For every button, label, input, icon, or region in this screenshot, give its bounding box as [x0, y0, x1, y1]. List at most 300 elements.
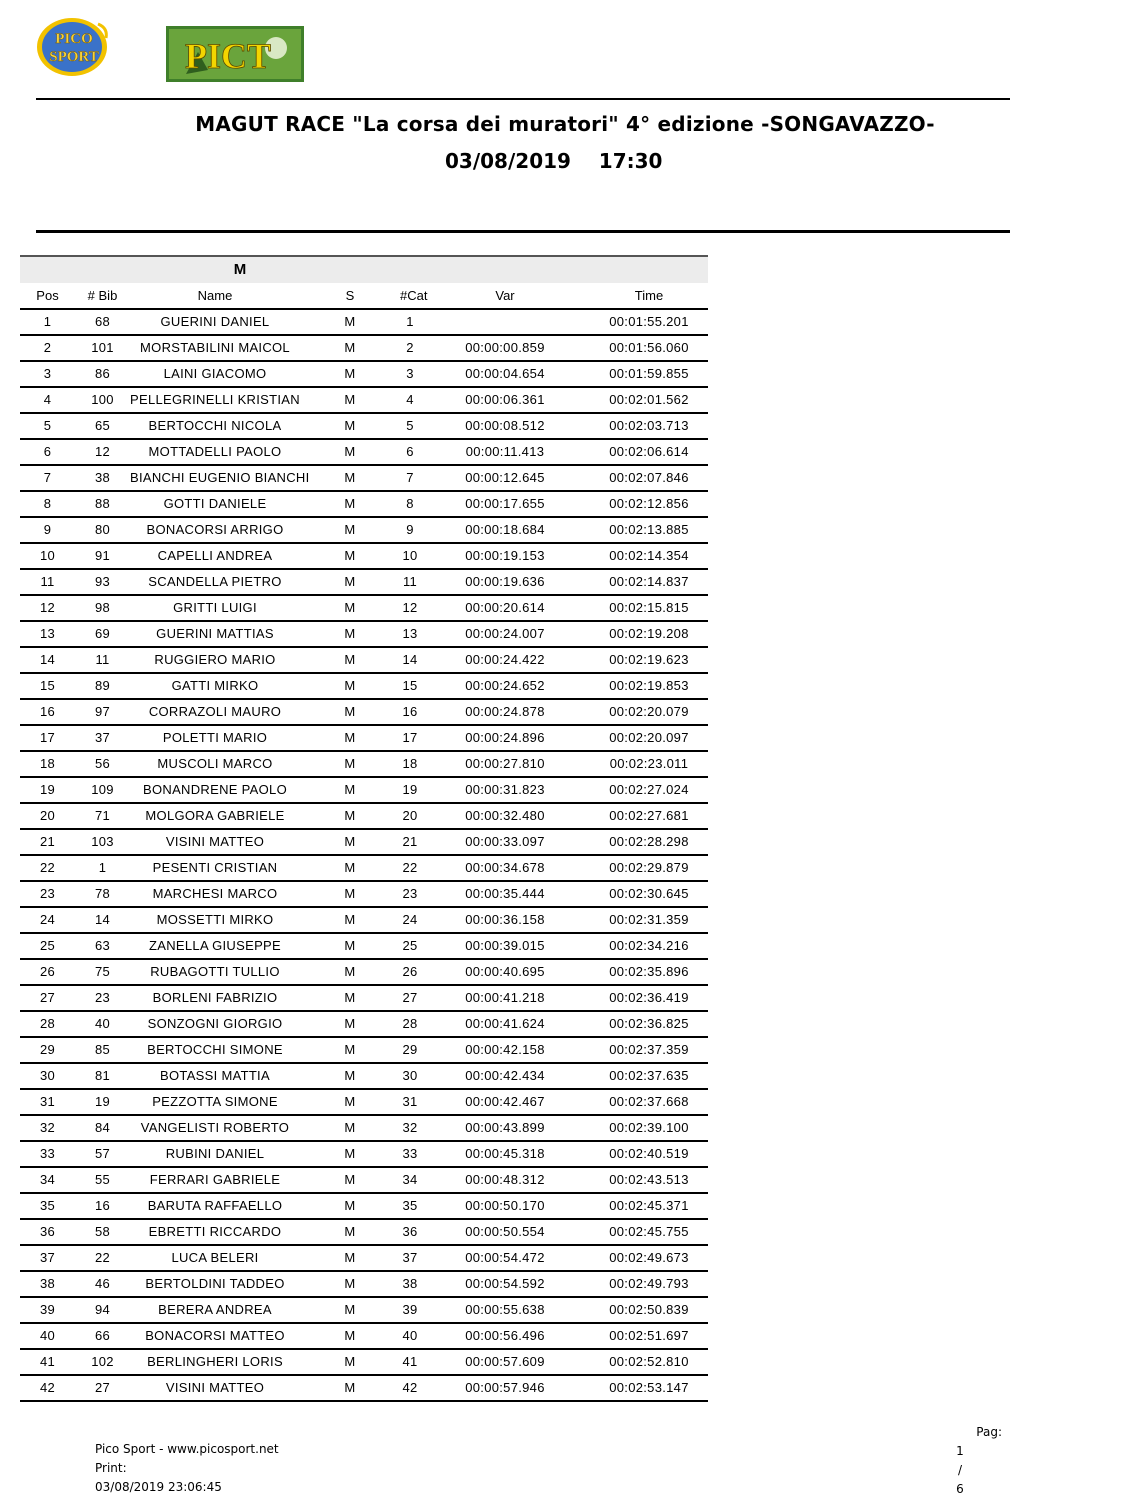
cell-pos: 4: [43, 392, 52, 407]
cell-time: 00:02:36.825: [609, 1016, 689, 1031]
cell-var: 00:00:24.878: [465, 704, 545, 719]
cell-cat: 17: [402, 730, 418, 745]
cell-name: BONACORSI MATTEO: [145, 1328, 285, 1343]
cell-name: GATTI MIRKO: [171, 678, 259, 693]
cell-bib: 93: [94, 574, 111, 589]
cell-pos: 10: [39, 548, 56, 563]
cell-bib: 23: [94, 990, 111, 1005]
cell-time: 00:02:28.298: [609, 834, 689, 849]
cell-pos: 23: [39, 886, 56, 901]
cell-var: 00:00:27.810: [465, 756, 545, 771]
cell-cat: 1: [406, 314, 414, 329]
cell-var: 00:00:36.158: [465, 912, 545, 927]
cell-cat: 20: [402, 808, 418, 823]
cell-var: 00:00:45.318: [465, 1146, 545, 1161]
cell-bib: 91: [94, 548, 111, 563]
table-row: [20, 440, 708, 466]
cell-time: 00:02:06.614: [609, 444, 689, 459]
cell-pos: 42: [39, 1380, 56, 1395]
table-row: [20, 414, 708, 440]
cell-name: VISINI MATTEO: [165, 834, 265, 849]
table-row: [20, 752, 708, 778]
cell-cat: 41: [402, 1354, 418, 1369]
cell-var: 00:00:43.899: [465, 1120, 545, 1135]
cell-bib: 22: [94, 1250, 111, 1265]
cell-var: 00:00:54.592: [465, 1276, 545, 1291]
cell-pos: 9: [43, 522, 52, 537]
cell-sex: M: [344, 1354, 356, 1369]
cell-cat: 34: [402, 1172, 418, 1187]
cell-pos: 32: [39, 1120, 56, 1135]
cell-cat: 38: [402, 1276, 418, 1291]
cell-var: 00:00:42.158: [465, 1042, 545, 1057]
table-row: [20, 1220, 708, 1246]
table-row: [20, 804, 708, 830]
cell-name: CORRAZOLI MAURO: [148, 704, 282, 719]
cell-sex: M: [344, 678, 356, 693]
cell-name: MORSTABILINI MAICOL: [140, 340, 290, 355]
cell-pos: 31: [39, 1094, 56, 1109]
cell-pos: 38: [39, 1276, 56, 1291]
table-row: [20, 492, 708, 518]
cell-cat: 16: [402, 704, 418, 719]
cell-sex: M: [344, 1068, 356, 1083]
col-header-name: Name: [197, 288, 233, 303]
cell-bib: 14: [94, 912, 111, 927]
table-row: [20, 986, 708, 1012]
cell-sex: M: [344, 860, 356, 875]
cell-name: CAPELLI ANDREA: [157, 548, 273, 563]
cell-name: SCANDELLA PIETRO: [148, 574, 282, 589]
cell-time: 00:02:37.668: [609, 1094, 689, 1109]
cell-var: 00:00:00.859: [465, 340, 545, 355]
cell-cat: 3: [406, 366, 414, 381]
cell-var: 00:00:55.638: [465, 1302, 545, 1317]
cell-bib: 78: [94, 886, 111, 901]
col-header-cat: #Cat: [400, 288, 428, 303]
table-row: [20, 336, 708, 362]
footer-site: Pico Sport - www.picosport.net: [95, 1442, 279, 1456]
cell-cat: 27: [402, 990, 418, 1005]
cell-name: RUGGIERO MARIO: [154, 652, 276, 667]
cell-bib: 27: [94, 1380, 111, 1395]
cell-sex: M: [344, 990, 356, 1005]
cell-pos: 15: [39, 678, 56, 693]
cell-var: 00:00:54.472: [465, 1250, 545, 1265]
cell-bib: 81: [94, 1068, 111, 1083]
column-header-row: [20, 283, 708, 310]
pict-logo: [166, 26, 304, 82]
cell-time: 00:02:49.673: [609, 1250, 689, 1265]
cell-time: 00:02:40.519: [609, 1146, 689, 1161]
cell-time: 00:02:29.879: [609, 860, 689, 875]
header-rule: [36, 98, 1010, 100]
cell-bib: 103: [91, 834, 114, 849]
cell-var: 00:00:19.153: [465, 548, 545, 563]
cell-bib: 38: [94, 470, 111, 485]
cell-name: BIANCHI EUGENIO BIANCHI: [130, 470, 310, 485]
cell-bib: 12: [94, 444, 111, 459]
cell-bib: 68: [94, 314, 111, 329]
cell-bib: 1: [98, 860, 107, 875]
cell-pos: 40: [39, 1328, 56, 1343]
cell-time: 00:01:56.060: [609, 340, 689, 355]
table-row: [20, 726, 708, 752]
cell-pos: 37: [39, 1250, 56, 1265]
cell-var: 00:00:04.654: [465, 366, 545, 381]
cell-sex: M: [344, 1328, 356, 1343]
table-row: [20, 544, 708, 570]
table-row: [20, 1298, 708, 1324]
cell-pos: 36: [39, 1224, 56, 1239]
cell-name: BORLENI FABRIZIO: [152, 990, 278, 1005]
cell-sex: M: [344, 1276, 356, 1291]
cell-pos: 22: [39, 860, 56, 875]
cell-pos: 20: [39, 808, 56, 823]
cell-name: MOTTADELLI PAOLO: [148, 444, 282, 459]
cell-sex: M: [344, 834, 356, 849]
cell-pos: 19: [39, 782, 56, 797]
cell-time: 00:02:45.755: [609, 1224, 689, 1239]
cell-sex: M: [344, 522, 356, 537]
cell-cat: 12: [402, 600, 418, 615]
cell-pos: 27: [39, 990, 56, 1005]
cell-name: LAINI GIACOMO: [163, 366, 267, 381]
cell-name: RUBAGOTTI TULLIO: [150, 964, 280, 979]
cell-time: 00:02:43.513: [609, 1172, 689, 1187]
cell-bib: 98: [94, 600, 111, 615]
event-datetime: [445, 149, 662, 173]
cell-pos: 41: [39, 1354, 56, 1369]
cell-cat: 11: [402, 574, 418, 589]
cell-time: 00:02:37.635: [609, 1068, 689, 1083]
cell-pos: 3: [43, 366, 52, 381]
cell-time: 00:02:30.645: [609, 886, 689, 901]
table-row: [20, 1090, 708, 1116]
cell-sex: M: [344, 418, 356, 433]
cell-pos: 1: [43, 314, 52, 329]
cell-cat: 40: [402, 1328, 418, 1343]
cell-var: 00:00:50.554: [465, 1224, 545, 1239]
title-rule: [36, 230, 1010, 233]
cell-time: 00:02:01.562: [609, 392, 689, 407]
cell-bib: 57: [94, 1146, 111, 1161]
cell-name: GOTTI DANIELE: [163, 496, 267, 511]
cell-name: VANGELISTI ROBERTO: [140, 1120, 290, 1135]
table-row: [20, 674, 708, 700]
table-row: [20, 362, 708, 388]
cell-sex: M: [344, 964, 356, 979]
cell-name: MUSCOLI MARCO: [157, 756, 273, 771]
cell-pos: 34: [39, 1172, 56, 1187]
cell-time: 00:02:19.853: [609, 678, 689, 693]
cell-time: 00:02:27.681: [609, 808, 689, 823]
table-row: [20, 310, 708, 336]
cell-pos: 16: [39, 704, 56, 719]
event-date: 03/08/2019: [445, 149, 571, 173]
cell-var: 00:00:41.218: [465, 990, 545, 1005]
cell-var: 00:00:11.413: [465, 444, 545, 459]
cell-time: 00:02:19.208: [609, 626, 689, 641]
cell-sex: M: [344, 1016, 356, 1031]
cell-pos: 17: [39, 730, 56, 745]
cell-name: BERTOLDINI TADDEO: [145, 1276, 285, 1291]
cell-time: 00:02:49.793: [609, 1276, 689, 1291]
cell-var: 00:00:57.946: [465, 1380, 545, 1395]
page-label: Pag:: [976, 1425, 1002, 1439]
table-row: [20, 1272, 708, 1298]
cell-cat: 9: [406, 522, 414, 537]
cell-time: 00:02:36.419: [609, 990, 689, 1005]
cell-bib: 101: [91, 340, 114, 355]
cell-cat: 35: [402, 1198, 418, 1213]
cell-sex: M: [344, 938, 356, 953]
table-row: [20, 1168, 708, 1194]
cell-cat: 28: [402, 1016, 418, 1031]
cell-var: 00:00:24.652: [465, 678, 545, 693]
cell-sex: M: [344, 808, 356, 823]
cell-name: SONZOGNI GIORGIO: [147, 1016, 283, 1031]
footer-print-label: Print:: [95, 1461, 127, 1475]
table-row: [20, 882, 708, 908]
cell-sex: M: [344, 912, 356, 927]
col-header-pos: Pos: [36, 288, 59, 303]
cell-sex: M: [344, 600, 356, 615]
cell-bib: 63: [94, 938, 111, 953]
cell-time: 00:02:31.359: [609, 912, 689, 927]
results-table: [20, 255, 708, 1402]
cell-time: 00:02:20.079: [609, 704, 689, 719]
cell-var: 00:00:24.896: [465, 730, 545, 745]
footer-print-datetime: 03/08/2019 23:06:45: [95, 1480, 222, 1494]
cell-cat: 39: [402, 1302, 418, 1317]
cell-sex: M: [344, 548, 356, 563]
cell-name: MARCHESI MARCO: [152, 886, 278, 901]
cell-cat: 23: [402, 886, 418, 901]
cell-name: RUBINI DANIEL: [165, 1146, 265, 1161]
cell-var: [420, 310, 590, 334]
cell-cat: 31: [402, 1094, 418, 1109]
table-row: [20, 1246, 708, 1272]
cell-pos: 35: [39, 1198, 56, 1213]
cell-bib: 88: [94, 496, 111, 511]
cell-var: 00:00:56.496: [465, 1328, 545, 1343]
cell-name: BOTASSI MATTIA: [160, 1068, 270, 1083]
table-row: [20, 778, 708, 804]
cell-var: 00:00:12.645: [465, 470, 545, 485]
cell-bib: 16: [94, 1198, 111, 1213]
cell-bib: 56: [94, 756, 111, 771]
cell-name: ZANELLA GIUSEPPE: [149, 938, 281, 953]
logo-pict-text: PICT: [184, 36, 272, 76]
cell-sex: M: [344, 782, 356, 797]
table-row: [20, 700, 708, 726]
cell-cat: 21: [402, 834, 418, 849]
cell-var: 00:00:17.655: [465, 496, 545, 511]
cell-cat: 37: [402, 1250, 418, 1265]
cell-cat: 14: [402, 652, 418, 667]
cell-var: 00:00:20.614: [465, 600, 545, 615]
cell-name: VISINI MATTEO: [165, 1380, 265, 1395]
cell-cat: 4: [406, 392, 414, 407]
cell-sex: M: [344, 652, 356, 667]
cell-sex: M: [344, 392, 356, 407]
cell-time: 00:02:52.810: [609, 1354, 689, 1369]
cell-time: 00:02:14.837: [609, 574, 689, 589]
cell-bib: 89: [94, 678, 111, 693]
table-row: [20, 1116, 708, 1142]
cell-name: FERRARI GABRIELE: [149, 1172, 281, 1187]
cell-cat: 24: [402, 912, 418, 927]
cell-bib: 100: [91, 392, 114, 407]
cell-sex: M: [344, 886, 356, 901]
cell-pos: 25: [39, 938, 56, 953]
table-row: [20, 1064, 708, 1090]
table-body: [20, 310, 708, 1402]
cell-name: LUCA BELERI: [171, 1250, 259, 1265]
cell-sex: M: [344, 1380, 356, 1395]
cell-var: 00:00:33.097: [465, 834, 545, 849]
table-row: [20, 1012, 708, 1038]
cell-pos: 8: [43, 496, 52, 511]
table-row: [20, 1142, 708, 1168]
cell-cat: 5: [406, 418, 414, 433]
cell-var: 00:00:24.007: [465, 626, 545, 641]
cell-var: 00:00:40.695: [465, 964, 545, 979]
cell-var: 00:00:42.434: [465, 1068, 545, 1083]
cell-cat: 42: [402, 1380, 418, 1395]
cell-time: 00:02:20.097: [609, 730, 689, 745]
cell-time: 00:02:23.011: [609, 756, 689, 771]
cell-bib: 75: [94, 964, 111, 979]
cell-sex: M: [344, 496, 356, 511]
cell-pos: 29: [39, 1042, 56, 1057]
cell-time: 00:01:55.201: [609, 314, 689, 329]
cell-var: 00:00:24.422: [465, 652, 545, 667]
table-row: [20, 1376, 708, 1402]
event-time: 17:30: [598, 149, 663, 173]
cell-time: 00:02:27.024: [609, 782, 689, 797]
page-total: 6: [956, 1482, 964, 1496]
cell-cat: 19: [402, 782, 418, 797]
cell-sex: M: [344, 1224, 356, 1239]
cell-cat: 32: [402, 1120, 418, 1135]
cell-cat: 22: [402, 860, 418, 875]
cell-var: 00:00:42.467: [465, 1094, 545, 1109]
table-row: [20, 934, 708, 960]
cell-time: 00:02:50.839: [609, 1302, 689, 1317]
table-row: [20, 388, 708, 414]
table-row: [20, 596, 708, 622]
cell-pos: 24: [39, 912, 56, 927]
cell-sex: M: [344, 574, 356, 589]
cell-time: 00:02:37.359: [609, 1042, 689, 1057]
cell-var: 00:00:06.361: [465, 392, 545, 407]
cell-pos: 30: [39, 1068, 56, 1083]
footer-left: [95, 1440, 279, 1497]
cell-bib: 46: [94, 1276, 111, 1291]
cell-sex: M: [344, 1302, 356, 1317]
cell-bib: 102: [91, 1354, 114, 1369]
cell-sex: M: [344, 1198, 356, 1213]
cell-var: 00:00:08.512: [465, 418, 545, 433]
cell-cat: 13: [402, 626, 418, 641]
table-row: [20, 830, 708, 856]
page-current: 1: [956, 1444, 964, 1458]
cell-time: 00:02:45.371: [609, 1198, 689, 1213]
cell-name: PEZZOTTA SIMONE: [152, 1094, 278, 1109]
cell-bib: 71: [94, 808, 111, 823]
cell-cat: 36: [402, 1224, 418, 1239]
logo-pico-line2: SPORT: [49, 49, 99, 65]
table-row: [20, 1324, 708, 1350]
cell-time: 00:02:07.846: [609, 470, 689, 485]
cell-bib: 11: [95, 652, 110, 667]
cell-sex: M: [344, 1094, 356, 1109]
table-row: [20, 518, 708, 544]
cell-time: 00:02:15.815: [609, 600, 689, 615]
cell-cat: 15: [402, 678, 418, 693]
cell-sex: M: [344, 756, 356, 771]
cell-cat: 33: [402, 1146, 418, 1161]
cell-name: PESENTI CRISTIAN: [152, 860, 278, 875]
category-label: M: [233, 261, 247, 278]
cell-cat: 2: [406, 340, 414, 355]
table-row: [20, 908, 708, 934]
cell-time: 00:02:14.354: [609, 548, 689, 563]
table-row: [20, 466, 708, 492]
pico-sport-logo: [36, 16, 112, 78]
cell-var: 00:00:39.015: [465, 938, 545, 953]
cell-pos: 21: [39, 834, 56, 849]
table-row: [20, 960, 708, 986]
cell-bib: 109: [91, 782, 114, 797]
cell-name: MOLGORA GABRIELE: [145, 808, 285, 823]
cell-time: 00:02:34.216: [609, 938, 689, 953]
cell-sex: M: [344, 444, 356, 459]
cell-time: 00:02:12.856: [609, 496, 689, 511]
logo-pico-line1: PICO: [55, 31, 93, 47]
cell-name: BONACORSI ARRIGO: [146, 522, 284, 537]
cell-var: 00:00:35.444: [465, 886, 545, 901]
cell-pos: 11: [40, 574, 55, 589]
cell-bib: 37: [94, 730, 111, 745]
cell-pos: 13: [39, 626, 56, 641]
cell-name: PELLEGRINELLI KRISTIAN: [130, 392, 300, 407]
cell-pos: 26: [39, 964, 56, 979]
cell-name: POLETTI MARIO: [162, 730, 268, 745]
cell-cat: 26: [402, 964, 418, 979]
cell-sex: M: [344, 340, 356, 355]
cell-pos: 18: [39, 756, 56, 771]
cell-sex: M: [344, 1120, 356, 1135]
footer-pagination: [918, 1423, 1002, 1499]
cell-time: 00:02:19.623: [609, 652, 689, 667]
cell-sex: M: [344, 470, 356, 485]
cell-cat: 10: [402, 548, 418, 563]
table-row: [20, 1038, 708, 1064]
cell-name: BERTOCCHI NICOLA: [148, 418, 282, 433]
cell-name: BERERA ANDREA: [158, 1302, 272, 1317]
cell-sex: M: [344, 626, 356, 641]
cell-pos: 2: [43, 340, 52, 355]
cell-sex: M: [344, 314, 356, 329]
cell-var: 00:00:41.624: [465, 1016, 545, 1031]
cell-cat: 8: [406, 496, 414, 511]
cell-time: 00:02:53.147: [609, 1380, 689, 1395]
page-title: MAGUT RACE "La corsa dei muratori" 4° edizione -SONGAVAZZO-: [195, 112, 935, 136]
cell-pos: 6: [43, 444, 52, 459]
